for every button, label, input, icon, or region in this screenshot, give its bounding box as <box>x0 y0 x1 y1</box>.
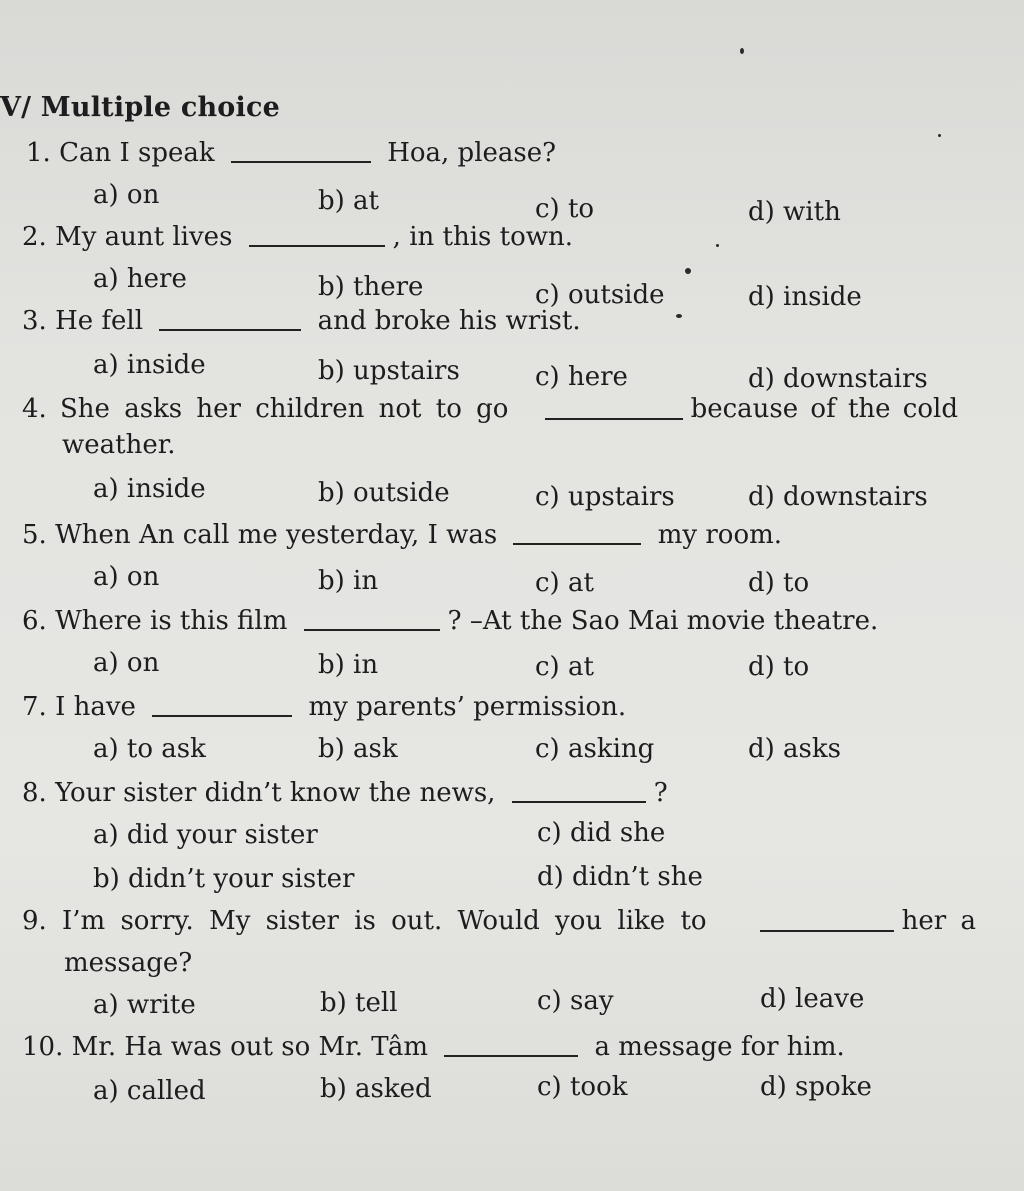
option-d[interactable]: d) with <box>748 197 841 227</box>
option-c[interactable]: c) outside <box>535 280 665 310</box>
answer-blank[interactable] <box>152 715 292 717</box>
question-number: 5. <box>22 520 47 550</box>
question-text-after: because of the cold <box>690 394 958 424</box>
question-number: 2. <box>22 222 47 252</box>
question-1 <box>26 138 556 168</box>
question-text-before: Your sister didn’t know the news, <box>55 778 496 808</box>
option-d[interactable]: d) didn’t she <box>537 862 703 892</box>
question-5 <box>22 520 782 550</box>
option-d[interactable]: d) spoke <box>760 1072 872 1102</box>
option-d[interactable]: d) inside <box>748 282 862 312</box>
question-text-after: my parents’ permission. <box>308 692 627 722</box>
ink-speck <box>740 48 744 54</box>
question-number: 9. <box>22 906 47 936</box>
question-number: 6. <box>22 606 47 636</box>
question-text-after: , in this town. <box>392 222 574 252</box>
question-3 <box>22 306 581 336</box>
option-a[interactable]: a) here <box>93 264 187 294</box>
option-d[interactable]: d) downstairs <box>748 482 928 512</box>
question-text-before: Mr. Ha was out so Mr. Tâm <box>71 1032 428 1062</box>
option-b[interactable]: b) asked <box>320 1074 432 1104</box>
answer-blank[interactable] <box>512 801 646 803</box>
option-b[interactable]: b) at <box>318 186 380 216</box>
question-text-after: a message for him. <box>594 1032 845 1062</box>
question-text-after: ? <box>653 778 668 808</box>
question-number: 7. <box>22 692 47 722</box>
question-9-continuation: message? <box>64 948 193 978</box>
option-a[interactable]: a) inside <box>93 350 206 380</box>
option-b[interactable]: b) ask <box>318 734 398 764</box>
option-d[interactable]: d) asks <box>748 734 841 764</box>
question-text-after: and broke his wrist. <box>317 306 581 336</box>
option-a[interactable]: a) did your sister <box>93 820 318 850</box>
option-a[interactable]: a) inside <box>93 474 206 504</box>
option-a[interactable]: a) write <box>93 990 196 1020</box>
question-4 <box>22 394 958 424</box>
question-9 <box>22 906 976 936</box>
option-a[interactable]: a) to ask <box>93 734 206 764</box>
answer-blank[interactable] <box>304 629 440 631</box>
question-text-after: my room. <box>657 520 783 550</box>
question-6 <box>22 606 878 636</box>
question-text-after: Hoa, please? <box>387 138 557 168</box>
option-a[interactable]: a) on <box>93 648 160 678</box>
question-8 <box>22 778 668 808</box>
option-c[interactable]: c) took <box>537 1072 628 1102</box>
option-c[interactable]: c) asking <box>535 734 655 764</box>
question-text-before: Can I speak <box>59 138 215 168</box>
option-c[interactable]: c) at <box>535 652 594 682</box>
answer-blank[interactable] <box>159 329 301 331</box>
question-7 <box>22 692 626 722</box>
question-number: 3. <box>22 306 47 336</box>
option-d[interactable]: d) downstairs <box>748 364 928 394</box>
question-number: 10. <box>22 1032 64 1062</box>
option-a[interactable]: a) called <box>93 1076 206 1106</box>
ink-speck <box>685 268 691 274</box>
question-text-before: When An call me yesterday, I was <box>55 520 498 550</box>
answer-blank[interactable] <box>231 161 371 163</box>
question-text-before: I have <box>55 692 136 722</box>
question-text-before: Where is this film <box>55 606 288 636</box>
option-c[interactable]: c) did she <box>537 818 666 848</box>
option-a[interactable]: a) on <box>93 180 160 210</box>
option-c[interactable]: c) to <box>535 194 595 224</box>
option-d[interactable]: d) leave <box>760 984 865 1014</box>
question-text-before: She asks her children not to go <box>60 394 509 424</box>
ink-speck <box>938 134 941 137</box>
option-a[interactable]: a) on <box>93 562 160 592</box>
question-10 <box>22 1032 845 1062</box>
question-number: 4. <box>22 394 47 424</box>
question-number: 8. <box>22 778 47 808</box>
answer-blank[interactable] <box>513 543 641 545</box>
question-4-continuation: weather. <box>62 430 176 460</box>
answer-blank[interactable] <box>545 418 683 420</box>
option-d[interactable]: d) to <box>748 652 810 682</box>
question-2 <box>22 222 573 252</box>
section-heading: V/ Multiple choice <box>0 92 280 123</box>
option-b[interactable]: b) in <box>318 650 379 680</box>
option-c[interactable]: c) say <box>537 986 614 1016</box>
question-number: 1. <box>26 138 51 168</box>
question-text-after: ? –At the Sao Mai movie theatre. <box>447 606 879 636</box>
question-text-before: My aunt lives <box>55 222 233 252</box>
option-d[interactable]: d) to <box>748 568 810 598</box>
option-c[interactable]: c) here <box>535 362 628 392</box>
question-text-after: her a <box>901 906 976 936</box>
answer-blank[interactable] <box>249 245 385 247</box>
option-b[interactable]: b) tell <box>320 988 398 1018</box>
option-c[interactable]: c) upstairs <box>535 482 675 512</box>
ink-speck <box>716 244 719 247</box>
option-b[interactable]: b) upstairs <box>318 356 460 386</box>
question-text-before: I’m sorry. My sister is out. Would you like to <box>62 906 707 936</box>
option-b[interactable]: b) in <box>318 566 379 596</box>
option-c[interactable]: c) at <box>535 568 594 598</box>
option-b[interactable]: b) outside <box>318 478 450 508</box>
option-b[interactable]: b) there <box>318 272 424 302</box>
answer-blank[interactable] <box>444 1055 578 1057</box>
answer-blank[interactable] <box>760 930 894 932</box>
question-text-before: He fell <box>55 306 144 336</box>
option-b[interactable]: b) didn’t your sister <box>93 864 355 894</box>
ink-speck <box>676 314 682 318</box>
